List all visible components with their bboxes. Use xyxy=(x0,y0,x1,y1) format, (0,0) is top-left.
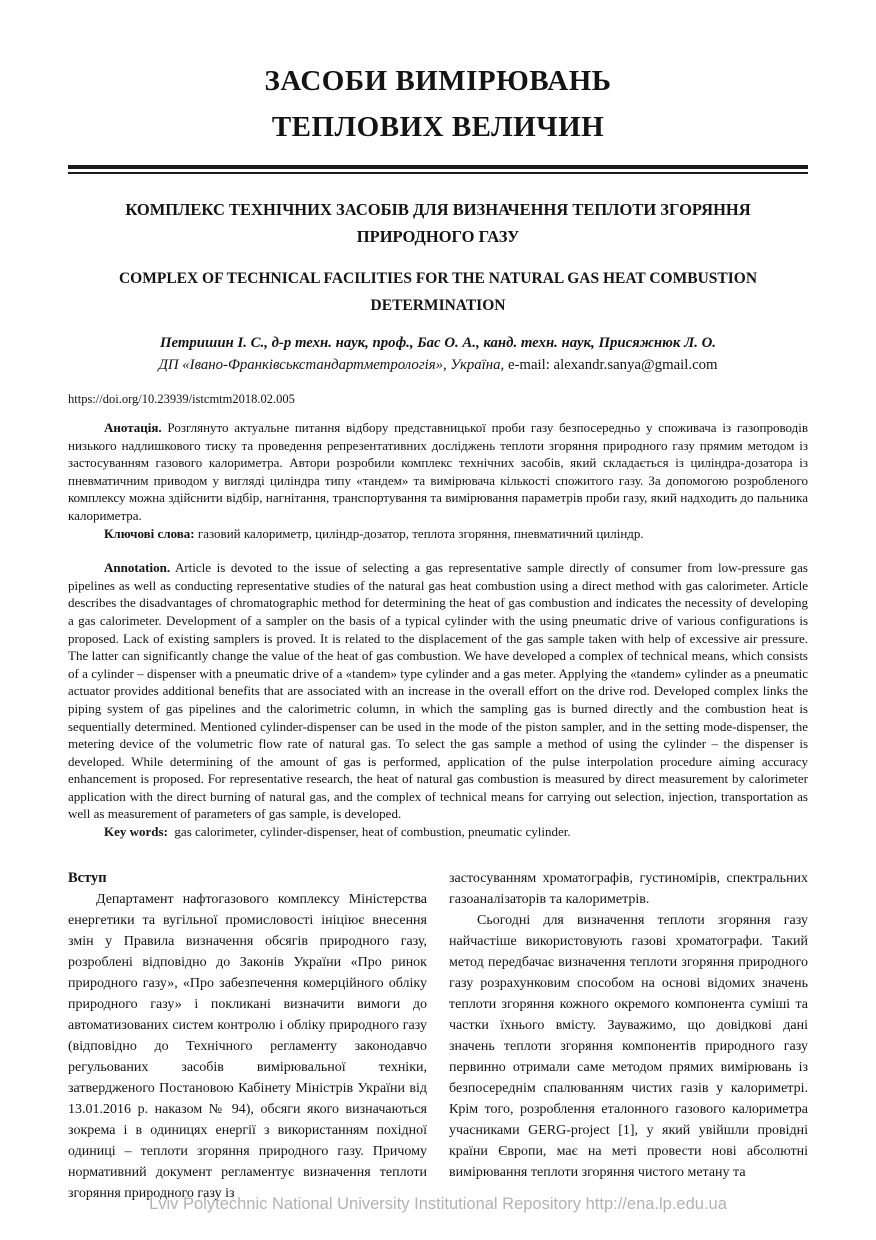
repository-footer: Lviv Polytechnic National University Institutional Repository http://ena.lp.edu.ua xyxy=(149,1195,727,1213)
abstract-english-text: Article is devoted to the issue of selecting a gas representative sample directly of consumer from low-pressure gas pipelines as well as conducting representative studies of the natural gas heat combustion using a direct method with gas calorimeter. Article describes the disadvantages of chromatographic method for determining the heat of gas combustion and indicates the necessity of developing a gas calorimeter. Development of a sampler on the basis of a typical cylinder with the using pneumatic drive of various configurations is proposed. Lack of existing samplers is proved. It is related to the displacement of the gas sample taken with help of excessive air pressure. The latter can significantly change the value of the heat of gas combustion. We have developed a complex of technical means, which consists of a cylinder – dispenser with a pneumatic drive of a «tandem» type cylinder and a gas meter. Applying the «tandem» cylinder as a pneumatic actuator provides additional benefits that are associated with an increase in the overall effort on the drive rod. Developed complex links the piping system of gas pipelines and the calorimetric column, in which the sampling gas is burned directly and the combustion heat is sequentially determined. Mentioned cylinder-dispenser can be used in the mode of the piston sampler, and in the setting mode-dispenser, the metering device of the volumetric flow rate of natural gas. To select the gas sample a method of using the cylinder – the dispenser is developed. While determining of the amount of gas is performed, application of the pulse interpolation procedure aiming accuracy enhancement is proposed. For representative research, the heat of natural gas combustion is measured by direct measurement by calorimeter application with the direct burning of natural gas, and the complex of technical means for carrying out selection, injection, transportation as well as measurement of parameters of gas sample, is developed. xyxy=(68,560,808,822)
doi-link: https://doi.org/10.23939/istcmtm2018.02.005 xyxy=(68,392,295,406)
affiliation-line xyxy=(68,354,808,376)
header-divider-rule xyxy=(68,165,808,174)
affiliation-email: e-mail: alexandr.sanya@gmail.com xyxy=(507,357,718,373)
left-column xyxy=(68,868,427,1204)
article-title-ukrainian: КОМПЛЕКС ТЕХНІЧНИХ ЗАСОБІВ ДЛЯ ВИЗНАЧЕННЯ ТЕПЛОТИ ЗГОРЯННЯ ПРИРОДНОГО ГАЗУ xyxy=(125,200,751,246)
affiliation-text: ДП «Івано-Франківськстандартметрологія», Україна, xyxy=(158,357,505,373)
journal-section-title-line2: ТЕПЛОВИХ ВЕЛИЧИН xyxy=(271,111,605,143)
right-column xyxy=(449,868,808,1204)
keywords-ukrainian-text: газовий калориметр, циліндр-дозатор, теплота згоряння, пневматичний циліндр. xyxy=(197,525,644,541)
keywords-ukrainian xyxy=(68,525,808,543)
abstract-ukrainian-label: Анотація. xyxy=(104,420,162,435)
abstract-english-label: Annotation. xyxy=(104,560,171,576)
abstract-ukrainian xyxy=(68,419,808,525)
intro-left-paragraph: Департамент нафтогазового комплексу Міністерства енергетики та вугільної промисловості ініціює внесення змін у Правила визначення обсягів природного газу, розроблені відповідно до Законів України «Про ринок природного газу», «Про забезпечення комерційного обліку природного газу» і покликані визначити вимоги до автоматизованих систем контролю і обліку природного газу (відповідно до Технічного регламенту законодавчо регульованих засобів вимірювальної техніки, затвердженого Постановою Кабінету Міністрів України від 13.01.2016 р. наказом № 94), обсяги якого визначаються зокрема і в одиницях енергії з використанням похідної одиниці – теплоти згоряння природного газу. Причому нормативний документ регламентує визначення теплоти згоряння природного газу із xyxy=(68,891,427,1201)
intro-right-paragraph-1: застосуванням хроматографів, густиномірів, спектральних газоаналізаторів та калориметрів. xyxy=(449,870,808,907)
intro-heading: Вступ xyxy=(68,869,107,886)
keywords-english-text: gas calorimeter, cylinder-dispenser, heat of combustion, pneumatic cylinder. xyxy=(174,824,571,840)
article-title-english: COMPLEX OF TECHNICAL FACILITIES FOR THE NATURAL GAS HEAT COMBUSTION DETERMINATION xyxy=(118,270,758,314)
journal-section-title-line1: ЗАСОБИ ВИМІРЮВАНЬ xyxy=(264,65,612,97)
keywords-english-label: Key words: xyxy=(104,824,168,840)
abstract-english xyxy=(68,559,808,823)
intro-right-paragraph-2: Сьогодні для визначення теплоти згоряння газу найчастіше використовують газові хроматографи. Такий метод передбачає визначення теплоти згоряння природного газу розрахунковим способом на основі відомих значень теплоти згоряння кожного окремого компонента суміші та частки їхнього вмісту. Зауважимо, що довідкові дані значень теплоти згоряння компонентів природного газу первинно отримали саме методом прямих вимірювань із безпосереднім спалюванням чистих газів у калориметрі. Крім того, розроблення еталонного газового калориметра учасниками GERG-project [1], у який увійшли провідні країни Європи, має на меті провести нові абсолютні вимірювання теплоти згоряння чистого метану та xyxy=(449,912,808,1180)
keywords-english xyxy=(68,823,808,841)
authors-line: Петришин І. С., д-р техн. наук, проф., Бас О. А., канд. техн. наук, Присяжнюк Л. О. xyxy=(159,335,717,351)
abstract-ukrainian-text: Розглянуто актуальне питання відбору представницької проби газу безпосередньо у споживача із газопроводів низького надлишкового тиску та проведення репрезентативних досліджень теплоти згоряння природного газу прямим методом із застосуванням газового калориметра. Автори розробили комплекс технічних засобів, який складається із циліндра-дозатора із пневматичним приводом у вигляді циліндра типу «тандем» та вимірювача кількості спожитого газу. За допомогою розробленого комплексу можна здійснити відбір, нагнітання, транспортування та вимірювання параметрів проби газу, який надходить до пальника калориметра. xyxy=(68,420,808,523)
journal-section-title xyxy=(68,58,808,150)
keywords-ukrainian-label: Ключові слова: xyxy=(104,525,195,541)
two-column-body xyxy=(68,868,808,1204)
